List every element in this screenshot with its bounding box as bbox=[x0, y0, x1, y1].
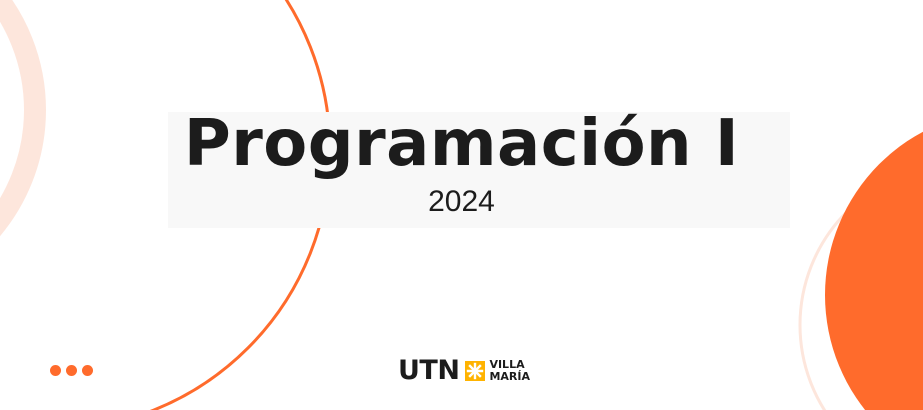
dot bbox=[66, 365, 77, 376]
slide-subtitle-year: 2024 bbox=[428, 185, 495, 218]
logo-city bbox=[489, 359, 530, 383]
three-dots-icon bbox=[50, 365, 93, 376]
logo-city-line1: VILLA bbox=[489, 358, 525, 371]
logo-city-line2: MARÍA bbox=[489, 370, 530, 383]
slide-title: Programación I bbox=[183, 107, 740, 181]
dot bbox=[82, 365, 93, 376]
utn-logo bbox=[398, 356, 530, 386]
dot bbox=[50, 365, 61, 376]
utn-emblem-icon bbox=[465, 361, 485, 381]
logo-brand-text: UTN bbox=[398, 355, 460, 386]
